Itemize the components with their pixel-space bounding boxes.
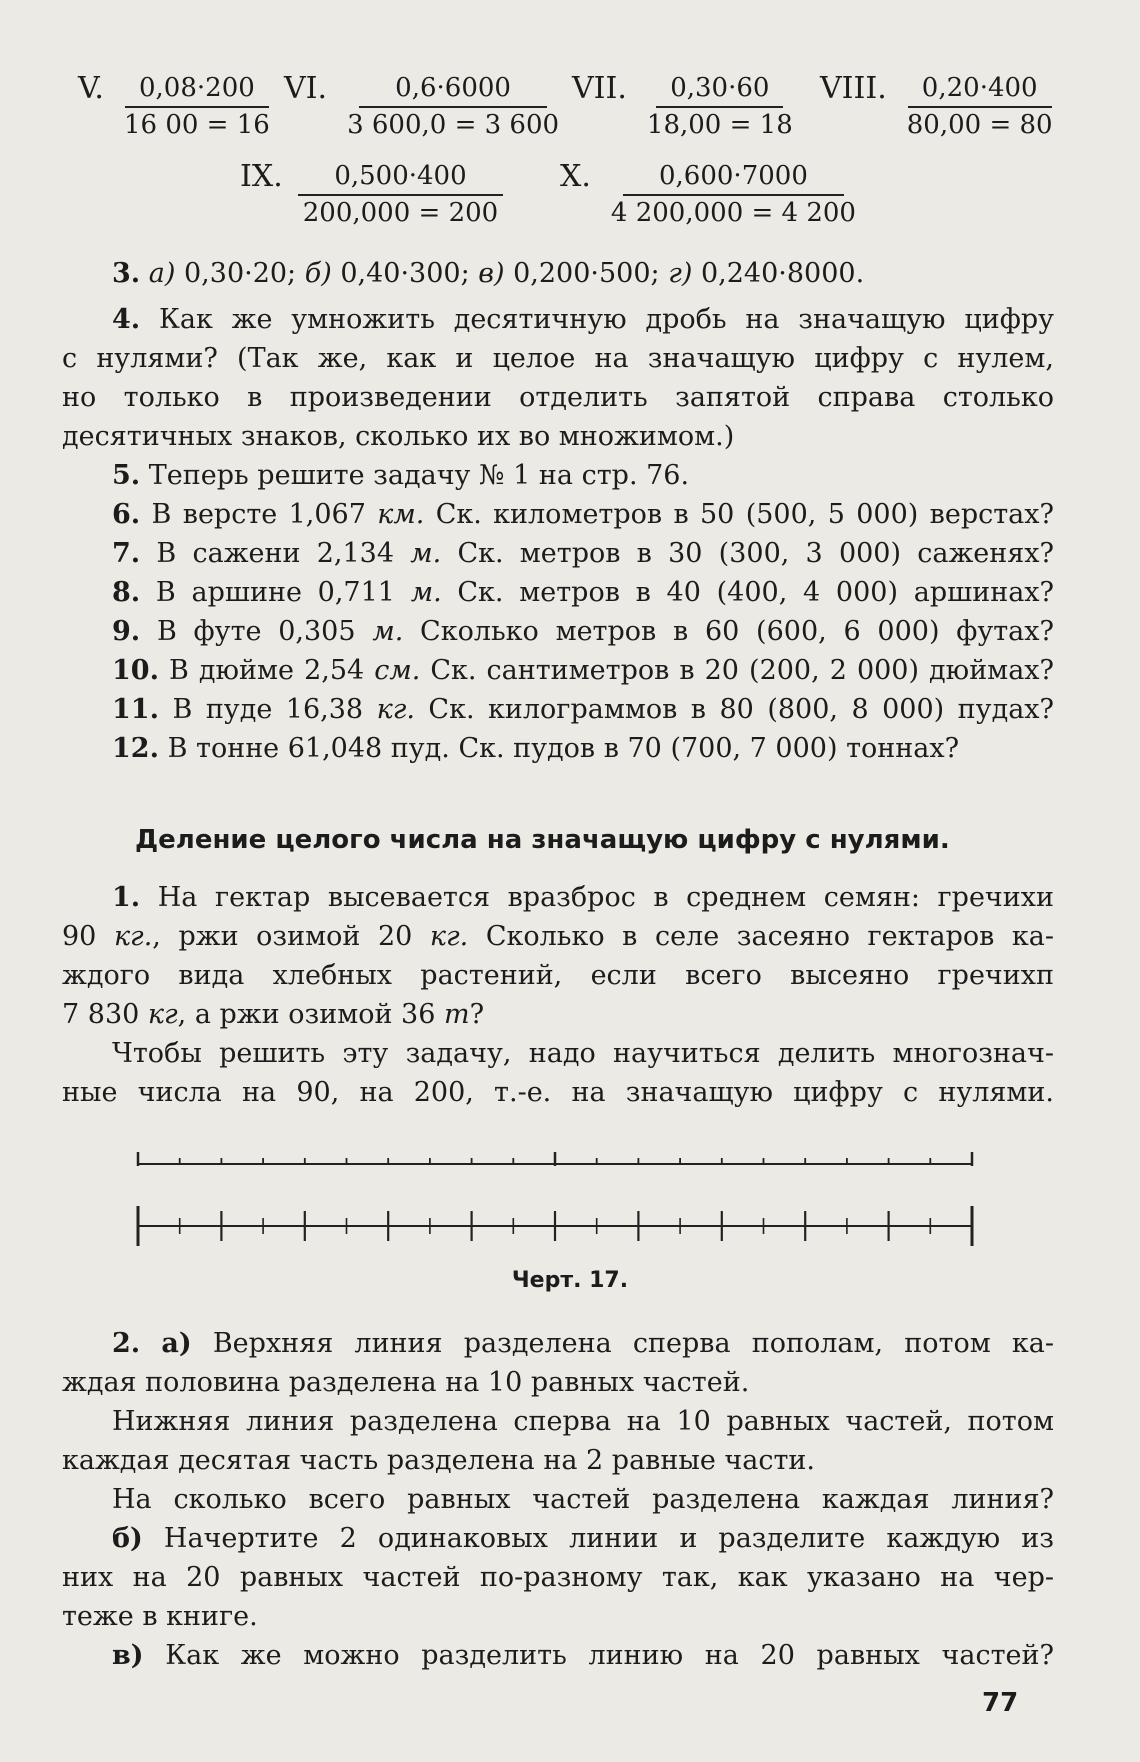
problem-number: 11. [112, 694, 159, 725]
problem-text: В дюйме 2,54 [169, 655, 375, 686]
unit: кг [147, 999, 178, 1030]
problem-number: 4. [112, 304, 141, 335]
fraction-vi [284, 72, 565, 142]
problem-4-line-1 [112, 302, 1054, 338]
problem-text: В сажени 2,134 [156, 538, 411, 569]
item-c-label: в) [478, 258, 505, 289]
fractions-row-1 [0, 72, 1140, 152]
fraction-ix [240, 160, 504, 230]
text-fragment: Сколько в селе засеяно гектаров ка- [468, 921, 1054, 952]
problem-number: 9. [112, 616, 141, 647]
text-fragment: 90 [62, 921, 114, 952]
problem-4-line-2: с нулями? (Так же, как и целое на значащую цифру с нулем, [62, 343, 1054, 374]
problem-text: Как же умножить десятичную дробь на значащую цифру [159, 304, 1054, 335]
problem-2-question: На сколько всего равных частей разделена каждая линия? [112, 1484, 1054, 1515]
page-number: 77 [982, 1688, 1019, 1718]
problem-2b-line-1 [112, 1521, 1054, 1557]
fraction-x [560, 160, 862, 230]
fraction-viii [820, 72, 1059, 142]
item-c-text: 0,200·500; [504, 258, 669, 289]
problem-number: 5. [112, 460, 141, 491]
problem-6 [112, 497, 1054, 533]
unit: м. [410, 538, 442, 569]
problem-text: В тонне 61,048 пуд. Ск. пудов в 70 (700, 7 000) тоннах? [167, 733, 960, 764]
problem-5 [112, 458, 1054, 494]
section-heading: Деление целого числа на значащую цифру с нулями. [135, 825, 950, 855]
fraction-numerator: 0,08·200 [125, 72, 269, 108]
fraction-vii [572, 72, 799, 142]
item-b-text: 0,40·300; [331, 258, 479, 289]
problem-11 [112, 692, 1054, 728]
section-problem-1-line-1 [112, 880, 1054, 916]
unit: м. [372, 616, 404, 647]
fraction-numerator: 0,600·7000 [623, 160, 844, 196]
intro-line-1: Чтобы решить эту задачу, надо научиться делить многознач- [112, 1038, 1054, 1069]
problem-number: 2. [112, 1328, 141, 1359]
problem-12 [112, 731, 1054, 767]
item-a-text: 0,30·20; [175, 258, 305, 289]
problem-number: 6. [112, 499, 141, 530]
item-d-text: 0,240·8000. [692, 258, 865, 289]
unit: кг. [429, 921, 469, 952]
fraction-numerator: 0,20·400 [908, 72, 1052, 108]
text-fragment: ? [469, 999, 485, 1030]
unit: см. [374, 655, 421, 686]
intro-line-2: ные числа на 90, на 200, т.-е. на значащую цифру с нулями. [62, 1077, 1054, 1108]
problem-number: 3. [112, 258, 141, 289]
problem-2a-line-1 [112, 1326, 1054, 1362]
item-b-label: б) [112, 1523, 143, 1554]
item-a-label: а) [148, 258, 176, 289]
problem-text: Ск. килограммов в 80 (800, 8 000) пудах? [414, 694, 1054, 725]
fraction-denominator: 80,00 = 80 [906, 110, 1053, 140]
section-problem-1-line-4 [62, 997, 1054, 1033]
problem-2-lower-line-2: каждая десятая часть разделена на 2 равные части. [62, 1445, 816, 1476]
problem-text: В аршине 0,711 [155, 577, 411, 608]
problem-number: 10. [112, 655, 159, 686]
problem-text: В пуде 16,38 [172, 694, 377, 725]
fraction-denominator: 18,00 = 18 [646, 110, 793, 140]
unit: кг. [376, 694, 415, 725]
problem-2b-line-3: теже в книге. [62, 1601, 258, 1632]
fraction-denominator: 200,000 = 200 [302, 198, 499, 228]
unit: т [443, 999, 470, 1030]
problem-text: В версте 1,067 [151, 499, 378, 530]
roman-numeral: VIII. [820, 71, 887, 106]
unit: кг. [113, 921, 153, 952]
problem-text: Верхняя линия разделена сперва пополам, потом ка- [191, 1328, 1054, 1359]
problem-8 [112, 575, 1054, 611]
problem-7 [112, 536, 1054, 572]
figure-caption: Черт. 17. [511, 1268, 629, 1293]
problem-number: 7. [112, 538, 141, 569]
text-fragment: , а ржи озимой 36 [177, 999, 444, 1030]
problem-2a-line-2: ждая половина разделена на 10 равных частей. [62, 1367, 750, 1398]
problem-4-line-4: десятичных знаков, сколько их во множимом.) [62, 421, 735, 452]
item-a-label: а) [161, 1328, 192, 1359]
problem-10 [112, 653, 1054, 689]
top-divided-line [138, 1152, 972, 1166]
problem-2-lower-line-1: Нижняя линия разделена сперва на 10 равных частей, потом [112, 1406, 1054, 1437]
roman-numeral: V. [78, 71, 104, 106]
problem-text: Как же можно разделить линию на 20 равных частей? [143, 1640, 1054, 1671]
item-d-label: г) [668, 258, 693, 289]
problem-text: В футе 0,305 [156, 616, 373, 647]
fraction-v [78, 72, 276, 142]
text-fragment: , ржи озимой 20 [152, 921, 430, 952]
problem-2c-line-1 [112, 1638, 1054, 1674]
text-fragment: 7 830 [62, 999, 148, 1030]
problem-number: 1. [112, 882, 141, 913]
problem-text: Начертите 2 одинаковых линии и разделите каждую из [142, 1523, 1054, 1554]
roman-numeral: VII. [572, 71, 627, 106]
unit: м. [410, 577, 442, 608]
divided-lines-figure [0, 1140, 1140, 1260]
problem-text: Ск. километров в 50 (500, 5 000) верстах? [424, 499, 1054, 530]
fraction-denominator: 3 600,0 = 3 600 [347, 110, 560, 140]
problem-number: 12. [112, 733, 159, 764]
problem-text: Сколько метров в 60 (600, 6 000) футах? [403, 616, 1054, 647]
roman-numeral: IX. [240, 159, 283, 194]
problem-text: Ск. метров в 40 (400, 4 000) аршинах? [441, 577, 1054, 608]
fraction-numerator: 0,30·60 [656, 72, 783, 108]
unit: км. [377, 499, 425, 530]
item-b-label: б) [304, 258, 332, 289]
section-problem-1-line-2 [62, 919, 1054, 955]
fraction-denominator: 16 00 = 16 [123, 110, 270, 140]
bottom-divided-line [138, 1206, 972, 1246]
item-c-label: в) [112, 1640, 144, 1671]
fraction-denominator: 4 200,000 = 4 200 [610, 198, 856, 228]
problem-text: Ск. метров в 30 (300, 3 000) саженях? [441, 538, 1055, 569]
problem-text: Ск. сантиметров в 20 (200, 2 000) дюймах? [420, 655, 1054, 686]
fractions-row-2 [0, 160, 1140, 240]
problem-4-line-3: но только в произведении отделить запятой справа столько [62, 382, 1054, 413]
fraction-numerator: 0,500·400 [298, 160, 502, 196]
roman-numeral: VI. [284, 71, 328, 106]
problem-3 [112, 256, 1054, 292]
problem-2b-line-2: них на 20 равных частей по-разному так, как указано на чер- [62, 1562, 1054, 1593]
problem-text: На гектар высевается вразброс в среднем семян: гречихи [157, 882, 1054, 913]
fraction-numerator: 0,6·6000 [359, 72, 547, 108]
section-problem-1-line-3: ждого вида хлебных растений, если всего высеяно гречихп [62, 960, 1054, 991]
problem-text: Теперь решите задачу № 1 на стр. 76. [148, 460, 690, 491]
problem-number: 8. [112, 577, 141, 608]
problem-9 [112, 614, 1054, 650]
roman-numeral: X. [560, 159, 591, 194]
